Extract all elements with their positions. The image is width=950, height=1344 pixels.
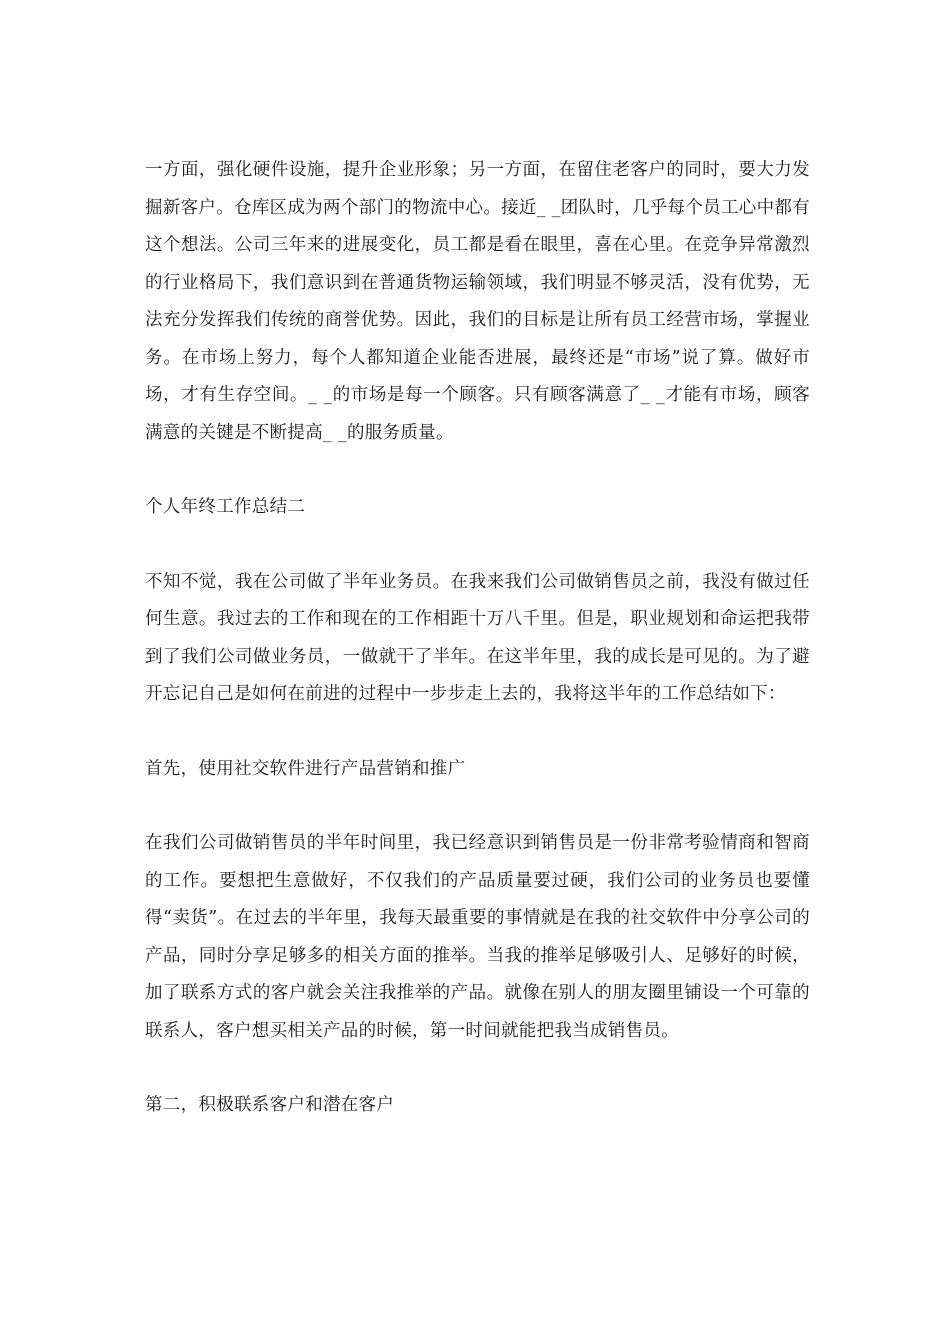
paragraph-half-year-salesman: 不知不觉，我在公司做了半年业务员。在我来我们公司做销售员之前，我没有做过任何生意。我过去的工作和现在的工作相距十万八千里。但是，职业规划和命运把我带到了我们公司做业务员，一做就干了半年。在这半年里，我的成长是可见的。为了避开忘记自己是如何在前进的过程中一步步走上去的，我将这半年的工作总结如下： <box>145 571 810 704</box>
section-heading-summary-two: 个人年终工作总结二 <box>145 497 306 517</box>
paragraph-hardware-and-market: 一方面，强化硬件设施，提升企业形象；另一方面，在留住老客户的同时，要大力发掘新客户。仓库区成为两个部门的物流中心。接近_ _团队时，几乎每个员工心中都有这个想法。公司三年来的进展变化，员工都是看在眼里，喜在心里。在竞争异常激烈的行业格局下，我们意识到在普通货物运输领域，我们明显不够灵活，没有优势，无法充分发挥我们传统的商誉优势。因此，我们的目标是让所有员工经营市场，掌握业务。在市场上努力，每个人都知道企业能否进展，最终还是“市场”说了算。做好市场，才有生存空间。_ _的市场是每一个顾客。只有顾客满意了_ _才能有市场，顾客满意的关键是不断提高_ _的服务质量。 <box>145 160 810 443</box>
section-heading-social-software: 首先，使用社交软件进行产品营销和推广 <box>145 758 466 779</box>
section-heading-contact-customers: 第二，积极联系客户和潜在客户 <box>145 1095 395 1115</box>
document-body <box>145 152 810 1162</box>
paragraph-social-marketing: 在我们公司做销售员的半年时间里，我已经意识到销售员是一份非常考验情商和智商的工作。要想把生意做好，不仅我们的产品质量要过硬，我们公司的业务员也要懂得“卖货”。在过去的半年里，我每天最重要的事情就是在我的社交软件中分享公司的产品，同时分享足够多的相关方面的推举。当我的推举足够吸引人、足够好的时候，加了联系方式的客户就会关注我推举的产品。就像在别人的朋友圈里铺设一个可靠的联系人，客户想买相关产品的时候，第一时间就能把我当成销售员。 <box>145 833 810 1041</box>
